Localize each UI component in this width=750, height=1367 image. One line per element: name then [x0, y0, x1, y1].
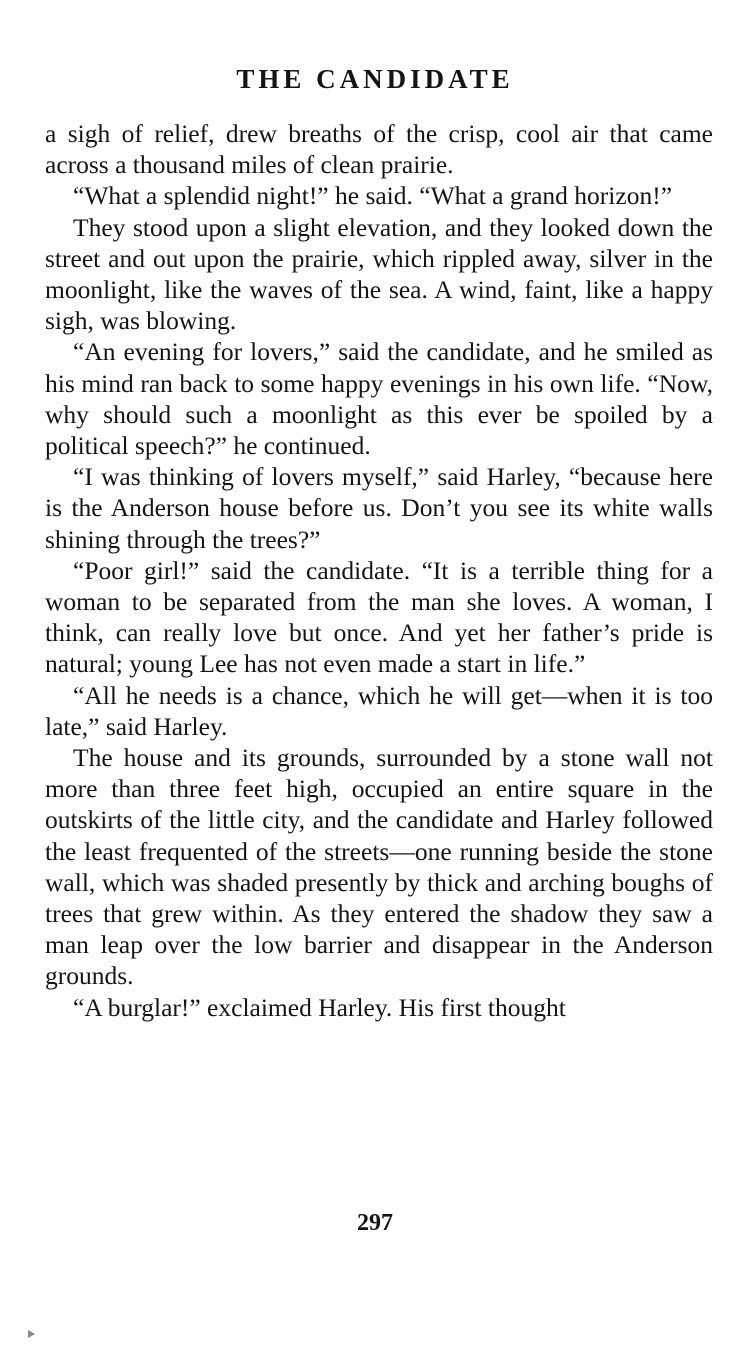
- paragraph: “An evening for lovers,” said the candidate, and he smiled as his mind ran back to some happy evenings in his own life. “Now, why should such a moonlight as this ever be spoiled by a political speech?” he continued.: [45, 337, 713, 461]
- paragraph: “I was thinking of lovers myself,” said Harley, “because here is the Anderson house before us. Don’t you see its white walls shining through the trees?”: [45, 462, 713, 554]
- paragraph: They stood upon a slight elevation, and they looked down the street and out upon the prairie, which rippled away, silver in the moonlight, like the waves of the sea. A wind, faint, like a happy sigh, was blowing.: [45, 212, 713, 336]
- paragraph: “What a splendid night!” he said. “What a grand horizon!”: [73, 181, 673, 211]
- paragraph-continuation: a sigh of relief, drew breaths of the crisp, cool air that came across a thousand miles of clean prairie.: [45, 119, 713, 180]
- page-number: 297: [357, 1210, 393, 1236]
- paragraph: “All he needs is a chance, which he will get—when it is too late,” said Harley.: [45, 680, 713, 741]
- running-head: THE CANDIDATE: [236, 64, 514, 94]
- paragraph: The house and its grounds, surrounded by a stone wall not more than three feet high, occupied an entire square in the outskirts of the little city, and the candidate and Harley followed the least frequented of the streets—one running beside the stone wall, which was shaded presently by thick and arching boughs of trees that grew within. As they entered the shadow they saw a man leap over the low barrier and disappear in the Anderson grounds.: [45, 743, 713, 991]
- paragraph: “A burglar!” exclaimed Harley. His first thought: [73, 992, 566, 1022]
- scan-speck-mark: [28, 1330, 35, 1338]
- paragraph: “Poor girl!” said the candidate. “It is a terrible thing for a woman to be separated from the man she loves. A woman, I think, can really love but once. And yet her father’s pride is natural; young Lee has not even made a start in life.”: [45, 555, 713, 679]
- body-text: [45, 118, 713, 1023]
